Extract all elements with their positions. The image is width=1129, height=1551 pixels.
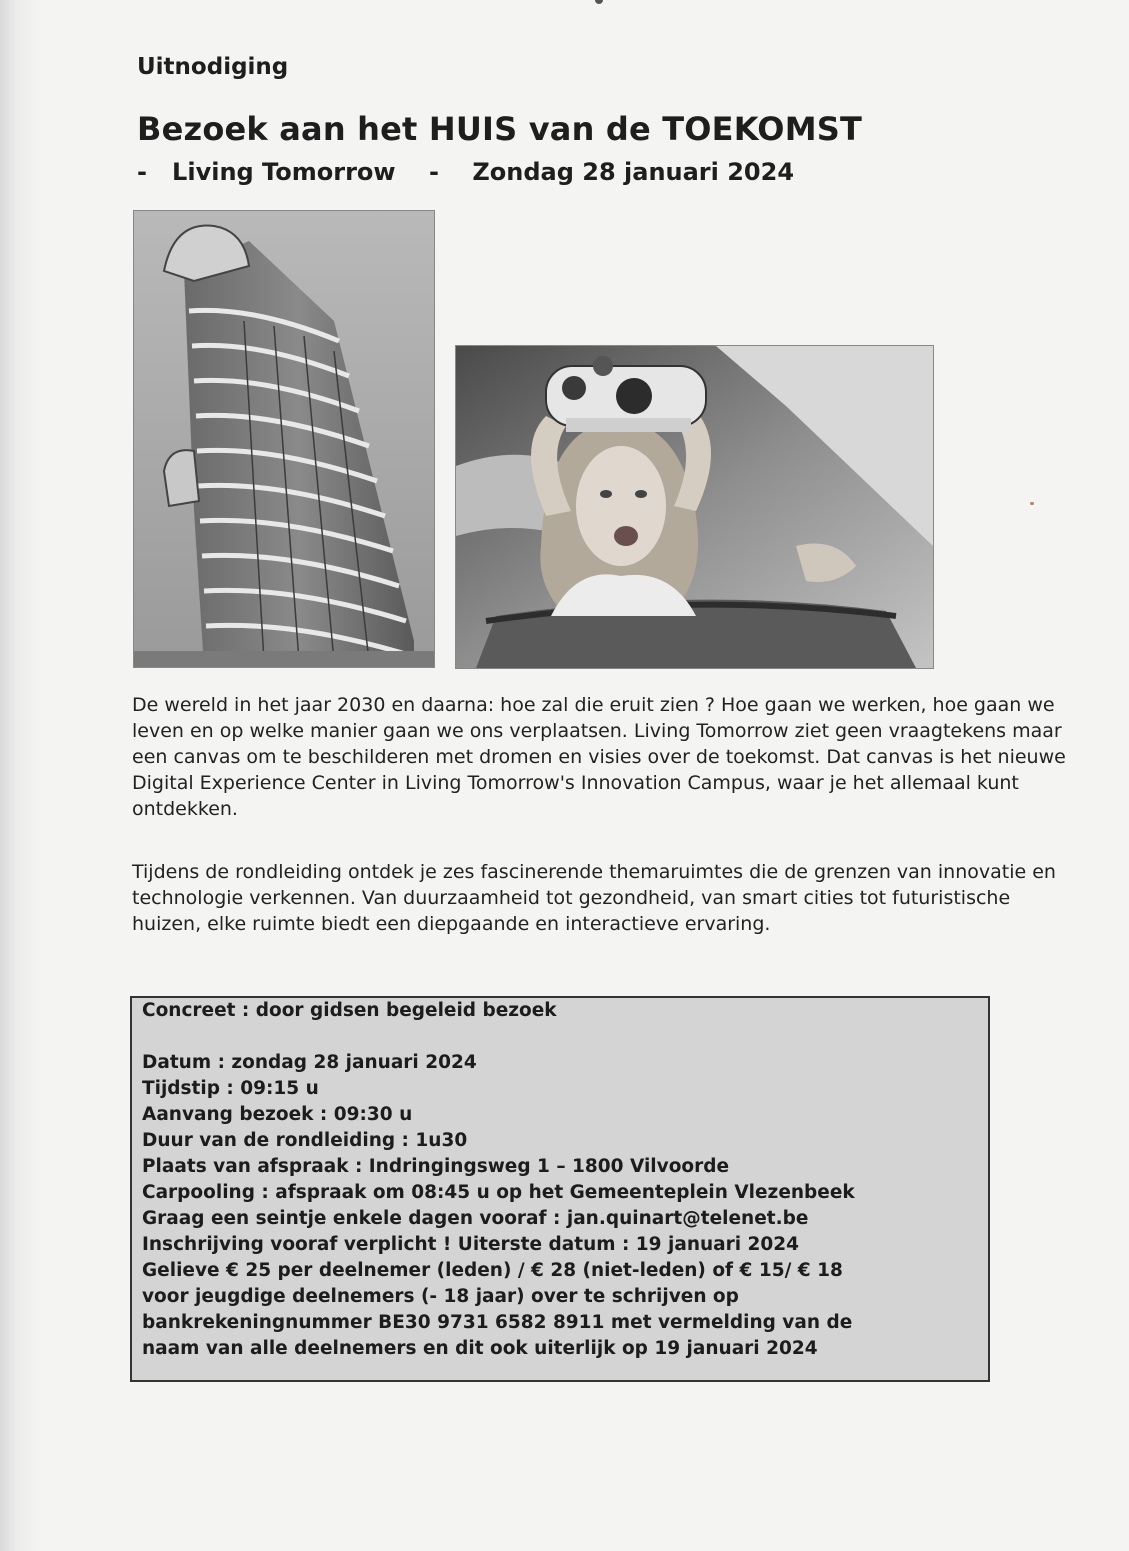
- page-shadow: [0, 0, 40, 1551]
- intro-paragraph: De wereld in het jaar 2030 en daarna: hoe zal die eruit zien ? Hoe gaan we werken, hoe gaan we leven en op welke manier gaan we ons verplaatsen. Living Tomorrow ziet geen vraagtekens maar een canvas om te beschilderen met dromen en visies over de toekomst. Dat canvas is het nieuwe Digital Experience Center in Living Tomorrow's Innovation Campus, waar je het allemaal kunt ontdekken.: [132, 694, 1066, 820]
- info-payment-4: naam van alle deelnemers en dit ook uiterlijk op 19 januari 2024: [142, 1338, 818, 1359]
- info-date: Datum : zondag 28 januari 2024: [142, 1052, 477, 1073]
- page-subtitle: [137, 158, 794, 186]
- tour-paragraph: Tijdens de rondleiding ontdek je zes fascinerende themaruimtes die de grenzen van innovatie en technologie verkennen. Van duurzaamheid tot gezondheid, van smart cities tot futuristische huizen, elke ruimte biedt een diepgaande en interactieve ervaring.: [132, 861, 1056, 935]
- subtitle-dash-1: -: [137, 158, 147, 186]
- info-spacer: [142, 1024, 978, 1050]
- info-payment-1: Gelieve € 25 per deelnemer (leden) / € 28 (niet-leden) of € 15/ € 18: [142, 1260, 843, 1281]
- practical-info-box: [130, 996, 990, 1382]
- invitation-label: Uitnodiging: [137, 54, 289, 80]
- child-with-vr-headset-photo: [455, 345, 934, 669]
- building-photo: [133, 210, 435, 668]
- info-registration: Inschrijving vooraf verplicht ! Uiterste datum : 19 januari 2024: [142, 1234, 800, 1255]
- info-time: Tijdstip : 09:15 u: [142, 1078, 319, 1099]
- info-payment-2: voor jeugdige deelnemers (- 18 jaar) over te schrijven op: [142, 1286, 739, 1307]
- info-contact: Graag een seintje enkele dagen vooraf : jan.quinart@telenet.be: [142, 1208, 809, 1229]
- info-payment-3: bankrekeningnummer BE30 9731 6582 8911 met vermelding van de: [142, 1312, 853, 1333]
- info-carpooling: Carpooling : afspraak om 08:45 u op het Gemeenteplein Vlezenbeek: [142, 1182, 855, 1203]
- page-title: Bezoek aan het HUIS van de TOEKOMST: [137, 110, 863, 148]
- info-heading: Concreet : door gidsen begeleid bezoek: [142, 1000, 557, 1021]
- paper-speck: [1030, 502, 1034, 505]
- subtitle-left: Living Tomorrow: [172, 158, 396, 186]
- subtitle-right: Zondag 28 januari 2024: [472, 158, 795, 186]
- info-start: Aanvang bezoek : 09:30 u: [142, 1104, 413, 1125]
- info-meeting-place: Plaats van afspraak : Indringingsweg 1 – 1800 Vilvoorde: [142, 1156, 730, 1177]
- subtitle-dash-2: -: [428, 158, 439, 186]
- info-duration: Duur van de rondleiding : 1u30: [142, 1130, 468, 1151]
- page-edge-mark: [595, 0, 603, 4]
